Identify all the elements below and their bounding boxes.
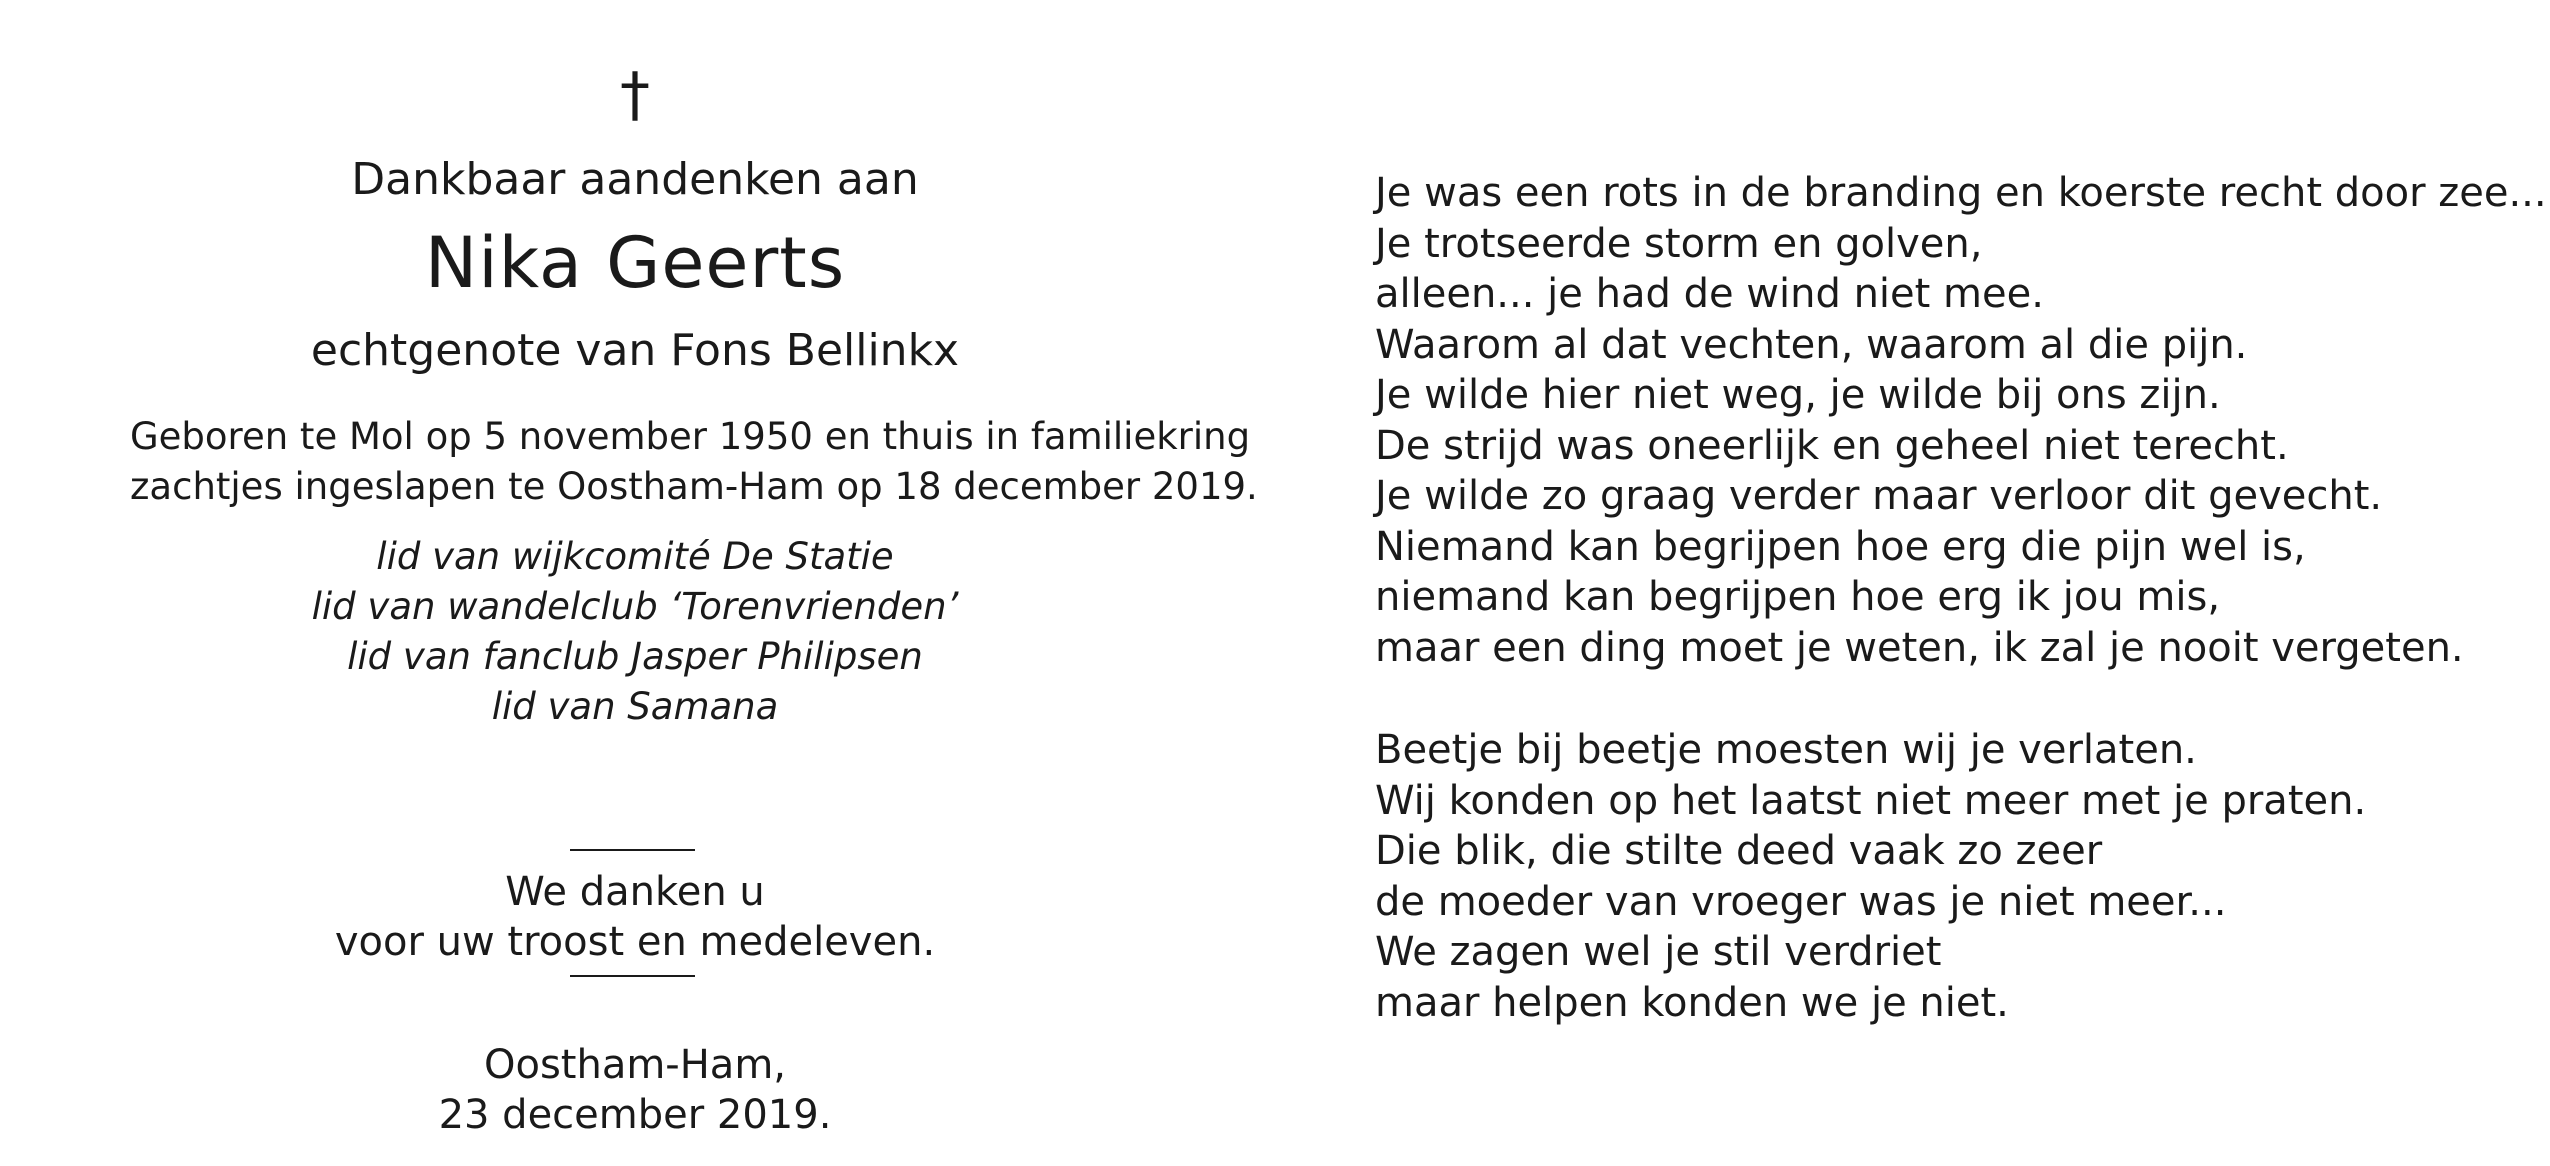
date-line: 23 december 2019.: [438, 1092, 832, 1138]
death-line: zachtjes ingeslapen te Oostham-Ham op 18 december 2019.: [130, 465, 1258, 508]
poem-line: alleen... je had de wind niet mee.: [1375, 271, 2044, 317]
poem-line: Waarom al dat vechten, waarom al die pijn.: [1375, 321, 2248, 368]
membership-item: lid van wandelclub ‘Torenvrienden’: [311, 585, 959, 628]
spouse-line: echtgenote van Fons Bellinkx: [310, 325, 960, 376]
place-line: Oostham-Ham,: [483, 1042, 786, 1088]
poem-line: Niemand kan begrijpen hoe erg die pijn wel is,: [1375, 523, 2306, 570]
birth-death-info: [130, 412, 1258, 512]
membership-item: lid van Samana: [491, 685, 779, 728]
memorial-poem: [1375, 168, 2547, 1028]
thanks-line: voor uw troost en medeleven.: [334, 919, 936, 965]
poem-stanza-2: [1375, 725, 2495, 1028]
poem-line: Je wilde hier niet weg, je wilde bij ons zijn.: [1375, 372, 2221, 418]
poem-line: maar een ding moet je weten, ik zal je nooit vergeten.: [1375, 624, 2464, 671]
memorial-card-left-page: [0, 0, 1270, 1166]
place-date: [130, 1040, 1140, 1140]
thanks-line: We danken u: [505, 869, 765, 915]
birth-line: Geboren te Mol op 5 november 1950 en thuis in familiekring: [130, 415, 1251, 458]
poem-line: maar helpen konden we je niet.: [1375, 979, 2009, 1026]
poem-line: Beetje bij beetje moesten wij je verlaten.: [1375, 727, 2197, 773]
deceased-name: Nika Geerts: [424, 222, 846, 304]
poem-line: De strijd was oneerlijk en geheel niet terecht.: [1375, 422, 2289, 469]
poem-line: Die blik, die stilte deed vaak zo zeer: [1375, 828, 2103, 874]
poem-line: We zagen wel je stil verdriet: [1375, 929, 1942, 975]
intro-heading: Dankbaar aandenken aan: [351, 154, 919, 205]
membership-item: lid van wijkcomité De Statie: [376, 535, 894, 578]
cross-icon: †: [620, 60, 650, 130]
poem-line: Wij konden op het laatst niet meer met je praten.: [1375, 777, 2367, 824]
divider: [570, 975, 695, 977]
divider: [570, 849, 695, 851]
membership-item: lid van fanclub Jasper Philipsen: [347, 635, 923, 678]
thanks-message: [130, 867, 1140, 967]
poem-line: de moeder van vroeger was je niet meer...: [1375, 878, 2227, 925]
poem-stanza-1: [1375, 168, 2547, 673]
memberships-list: [130, 532, 1140, 732]
poem-line: Je trotseerde storm en golven,: [1375, 220, 1983, 267]
poem-line: Je was een rots in de branding en koerste recht door zee...: [1375, 170, 2547, 216]
poem-line: Je wilde zo graag verder maar verloor dit gevecht.: [1375, 473, 2383, 519]
poem-line: niemand kan begrijpen hoe erg ik jou mis,: [1375, 574, 2221, 620]
